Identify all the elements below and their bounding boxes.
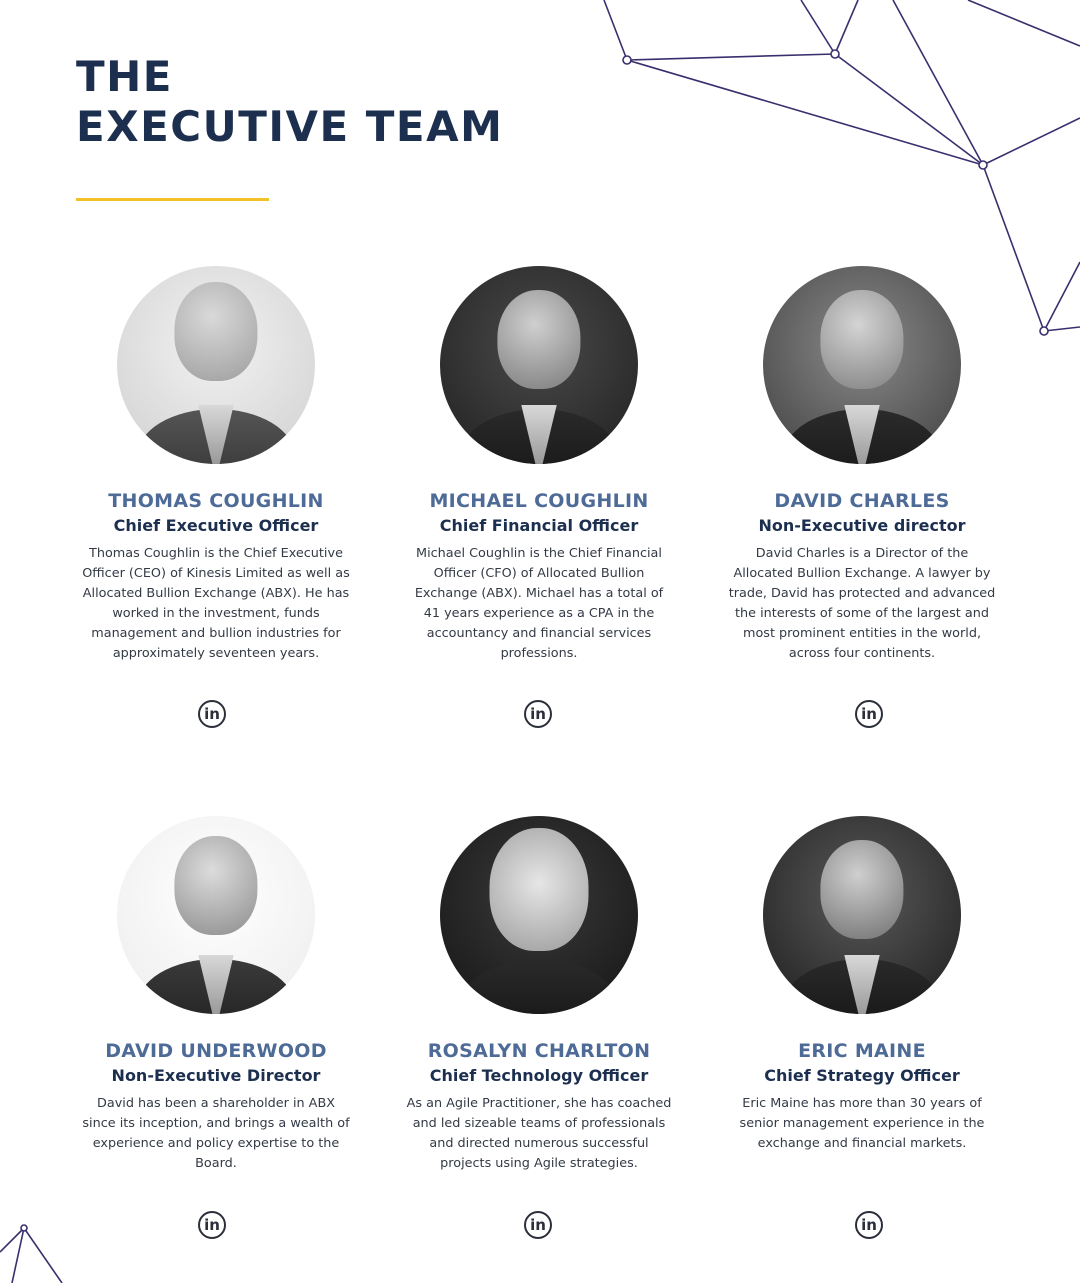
member-bio: As an Agile Practitioner, she has coached and led sizeable teams of professionals and directed numerous successful projects using Agile strategies. (406, 1096, 672, 1171)
member-role: Chief Strategy Officer (764, 1066, 960, 1085)
member-bio: Michael Coughlin is the Chief Financial Officer (CFO) of Allocated Bullion Exchange (ABX). Michael has a total of 41 years experience as a CPA in the accountancy and financial services professions. (414, 546, 664, 661)
linkedin-glyph: in (861, 705, 877, 723)
portrait-photo (763, 266, 961, 464)
linkedin-icon[interactable] (855, 700, 883, 728)
linkedin-icon[interactable] (855, 1211, 883, 1239)
portrait-photo (117, 816, 315, 1014)
page-title (76, 52, 503, 152)
linkedin-glyph: in (204, 705, 220, 723)
page-title-line-1: THE (76, 52, 173, 101)
linkedin-icon[interactable] (198, 1211, 226, 1239)
portrait-photo (763, 816, 961, 1014)
member-bio: Thomas Coughlin is the Chief Executive Officer (CEO) of Kinesis Limited as well as Allocated Bullion Exchange (ABX). He has worked in the investment, funds management and bullion industries for approximately seventeen years. (82, 546, 350, 661)
linkedin-glyph: in (861, 1216, 877, 1234)
member-role: Non-Executive director (758, 516, 966, 535)
member-name: DAVID UNDERWOOD (105, 1040, 327, 1062)
member-name: ERIC MAINE (798, 1040, 926, 1062)
linkedin-icon[interactable] (198, 700, 226, 728)
team-member-thomas-coughlin (76, 266, 356, 664)
team-member-rosalyn-charlton (399, 816, 679, 1174)
member-bio: Eric Maine has more than 30 years of senior management experience in the exchange and financial markets. (739, 1096, 985, 1151)
member-name: ROSALYN CHARLTON (427, 1040, 651, 1062)
team-member-eric-maine (722, 816, 1002, 1154)
member-role: Non-Executive Director (111, 1066, 321, 1085)
page-title-line-2: EXECUTIVE TEAM (76, 102, 504, 151)
team-member-david-underwood (76, 816, 356, 1174)
portrait-photo (440, 816, 638, 1014)
portrait-photo (117, 266, 315, 464)
linkedin-glyph: in (204, 1216, 220, 1234)
team-member-michael-coughlin (399, 266, 679, 664)
member-role: Chief Executive Officer (113, 516, 319, 535)
linkedin-icon[interactable] (524, 1211, 552, 1239)
linkedin-icon[interactable] (524, 700, 552, 728)
member-role: Chief Financial Officer (439, 516, 639, 535)
member-name: THOMAS COUGHLIN (108, 490, 324, 512)
member-name: MICHAEL COUGHLIN (429, 490, 649, 512)
portrait-photo (440, 266, 638, 464)
linkedin-glyph: in (530, 705, 546, 723)
linkedin-glyph: in (530, 1216, 546, 1234)
member-bio: David has been a shareholder in ABX since its inception, and brings a wealth of experience and policy expertise to the Board. (82, 1096, 350, 1171)
member-bio: David Charles is a Director of the Allocated Bullion Exchange. A lawyer by trade, David has protected and advanced the interests of some of the largest and most prominent entities in the world, across four continents. (728, 546, 996, 661)
member-name: DAVID CHARLES (774, 490, 950, 512)
team-member-david-charles (722, 266, 1002, 664)
title-underline (76, 198, 269, 201)
member-role: Chief Technology Officer (429, 1066, 649, 1085)
